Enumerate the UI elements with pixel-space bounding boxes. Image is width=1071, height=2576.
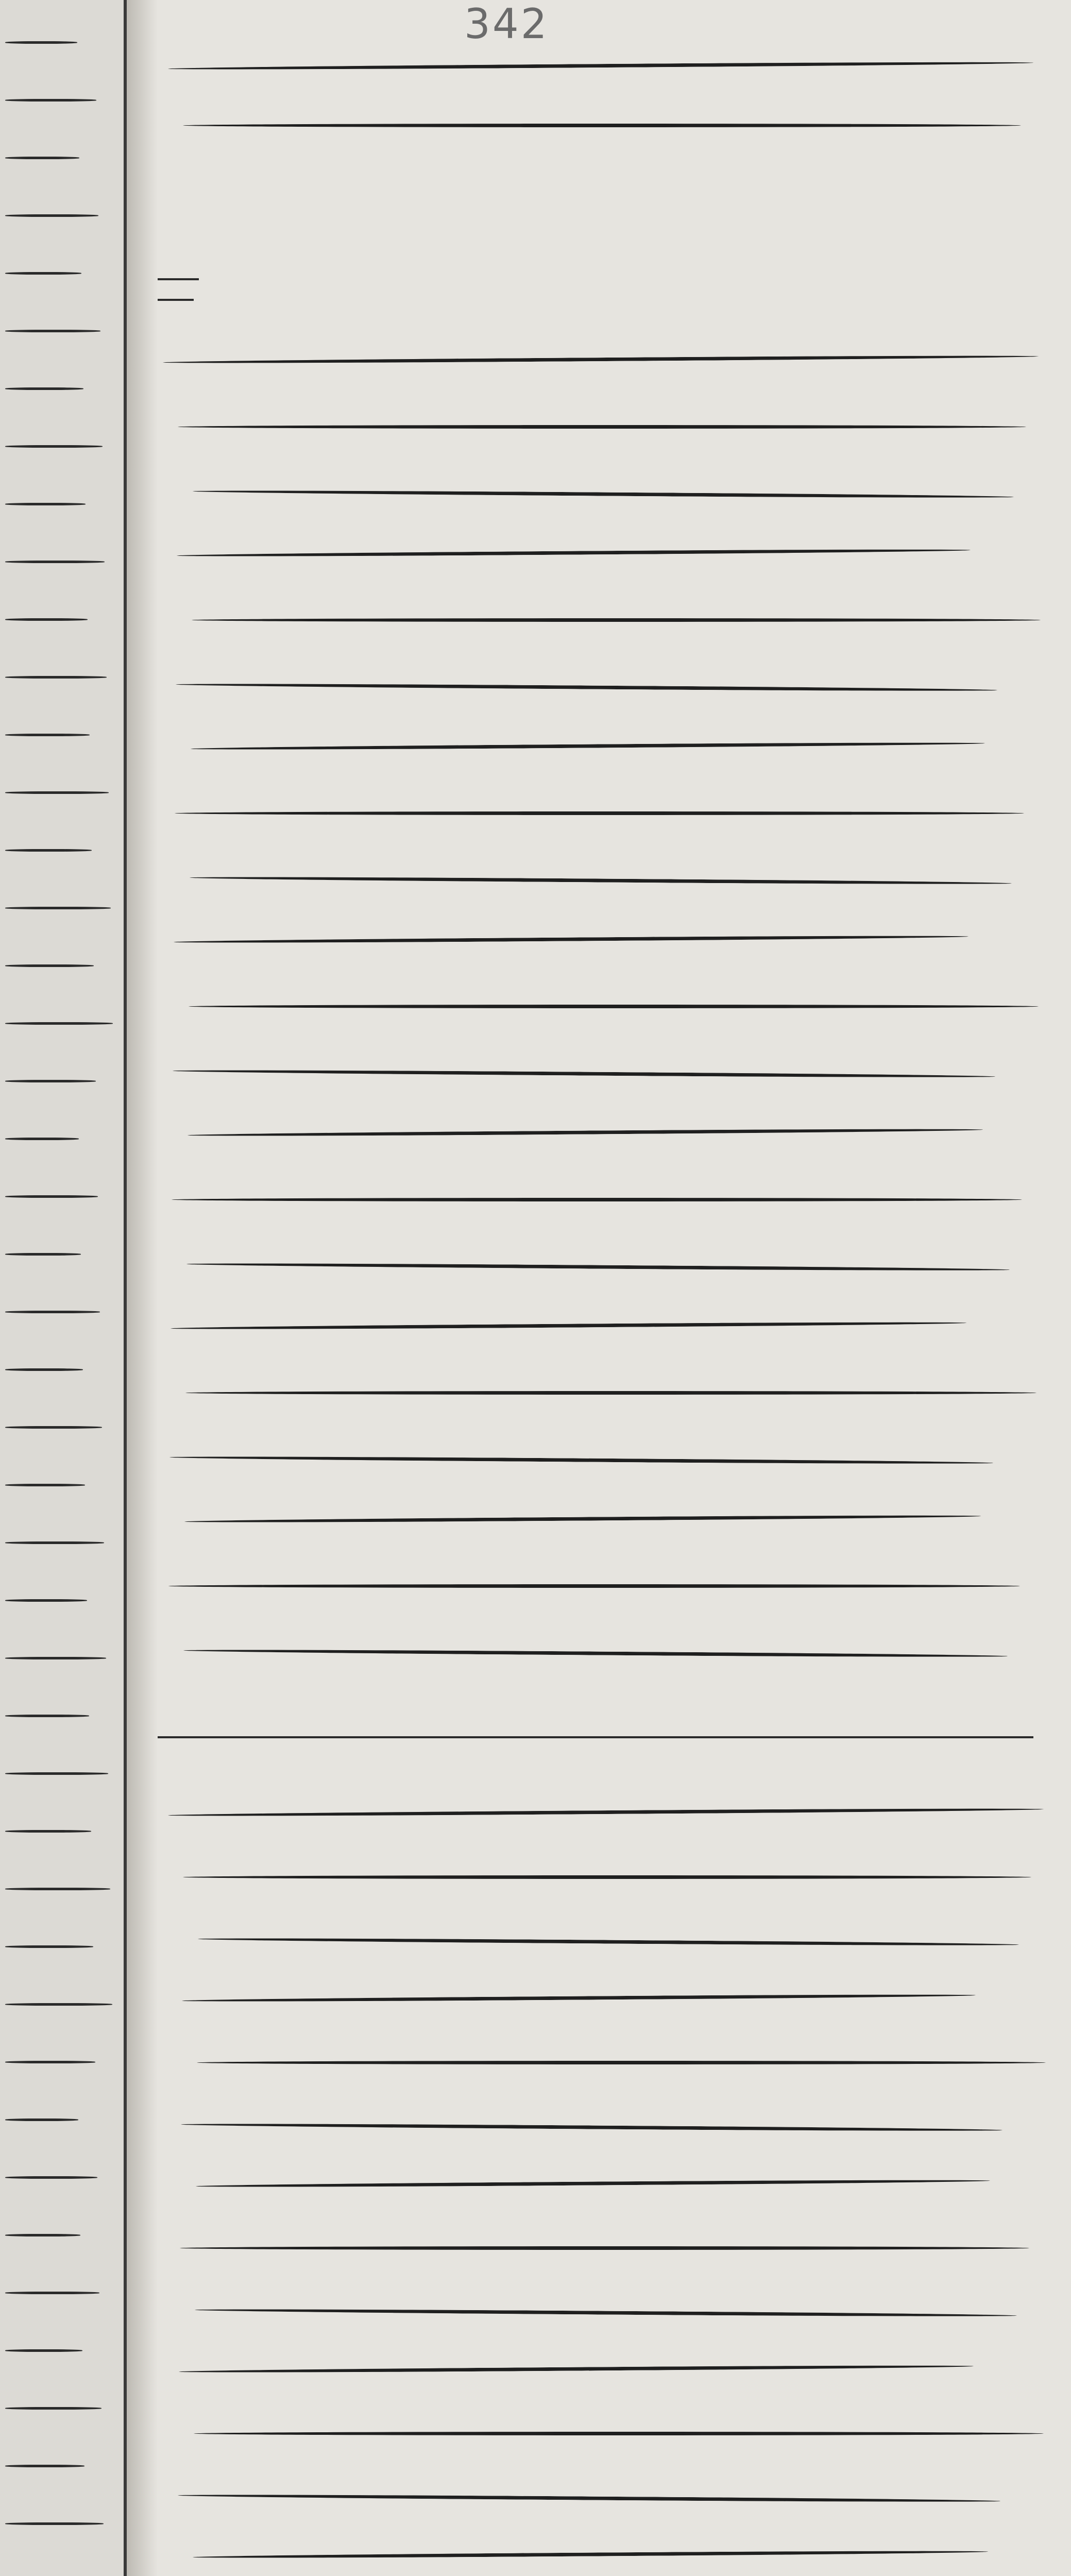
handwriting-line [194, 2432, 1044, 2435]
page-fold-shadow [127, 0, 158, 2576]
handwriting-line [5, 503, 86, 505]
handwriting-line [180, 2246, 1029, 2250]
handwriting-line [5, 1715, 89, 1717]
handwriting-line [5, 1772, 108, 1775]
handwriting-line [5, 330, 100, 332]
entry-divider [158, 1736, 1033, 1738]
handwriting-line [183, 124, 1021, 127]
handwriting-line [191, 741, 985, 751]
handwriting-line [193, 2550, 988, 2559]
handwriting-line [190, 876, 1012, 885]
page-number: 342 [464, 0, 549, 48]
handwriting-line [178, 2494, 1000, 2503]
handwriting-line [179, 2364, 974, 2374]
handwriting-line [5, 2349, 82, 2352]
handwriting-line [5, 791, 109, 794]
handwriting-line [183, 1875, 1031, 1879]
handwriting-line [5, 1888, 110, 1890]
handwriting-line [5, 2061, 95, 2063]
handwriting-line [5, 1599, 87, 1602]
handwriting-line [5, 1484, 85, 1486]
handwriting-line [5, 1368, 83, 1371]
handwriting-line [193, 489, 1014, 499]
handwriting-line [5, 2522, 104, 2525]
handwriting-line [163, 354, 1039, 364]
handwriting-line [183, 1649, 1008, 1658]
handwriting-line [177, 548, 971, 557]
adjacent-page-edge [0, 0, 127, 2576]
handwriting-line [5, 2176, 97, 2179]
handwriting-line [5, 1426, 102, 1429]
handwriting-line [5, 2292, 99, 2294]
handwriting-line [5, 561, 105, 563]
handwriting-line [195, 2308, 1017, 2317]
handwriting-line [168, 61, 1033, 71]
handwriting-line [5, 99, 96, 101]
handwriting-line [5, 41, 77, 44]
handwriting-line [5, 387, 83, 390]
handwriting-line [5, 1080, 96, 1082]
separator-mark [158, 299, 194, 301]
handwriting-line [5, 1138, 79, 1140]
handwriting-line [5, 2407, 101, 2410]
handwriting-line [196, 2179, 990, 2188]
handwriting-line [5, 734, 90, 736]
handwriting-line [5, 2003, 112, 2006]
handwriting-line [5, 1657, 106, 1659]
handwriting-line [5, 849, 92, 852]
handwriting-line [5, 1253, 81, 1256]
handwriting-line [5, 272, 81, 275]
handwriting-line [172, 1198, 1022, 1201]
handwriting-line [5, 618, 88, 621]
handwriting-line [5, 2119, 78, 2121]
handwriting-line [178, 425, 1026, 429]
manuscript-page [127, 0, 1071, 2576]
handwriting-line [5, 676, 107, 679]
handwriting-line [198, 1937, 1019, 1946]
handwriting-line [175, 811, 1024, 815]
handwriting-line [168, 1584, 1020, 1588]
handwriting-line [5, 1945, 93, 1948]
handwriting-line [197, 2061, 1046, 2064]
handwriting-line [182, 1993, 976, 2003]
handwriting-line [174, 935, 968, 944]
handwriting-line [188, 1128, 983, 1137]
handwriting-line [5, 445, 103, 448]
handwriting-line [5, 1830, 91, 1833]
handwriting-line [169, 1455, 993, 1465]
handwriting-line [192, 618, 1041, 622]
handwriting-line [5, 907, 111, 909]
handwriting-line [168, 1807, 1044, 1817]
handwriting-line [5, 1022, 113, 1025]
handwriting-line [5, 2465, 84, 2467]
handwriting-line [5, 157, 79, 159]
separator-mark [158, 278, 199, 280]
handwriting-line [189, 1005, 1039, 1008]
handwriting-line [5, 964, 94, 967]
handwriting-line [5, 214, 98, 217]
handwriting-line [184, 1514, 981, 1523]
handwriting-line [5, 1311, 100, 1313]
handwriting-line [5, 2234, 80, 2236]
handwriting-line [171, 1321, 966, 1330]
handwriting-line [185, 1391, 1036, 1395]
handwriting-line [173, 1069, 995, 1078]
handwriting-line [5, 1541, 104, 1544]
handwriting-line [176, 683, 997, 692]
handwriting-line [5, 1195, 98, 1198]
handwriting-line [181, 2123, 1002, 2132]
handwriting-line [186, 1262, 1010, 1272]
